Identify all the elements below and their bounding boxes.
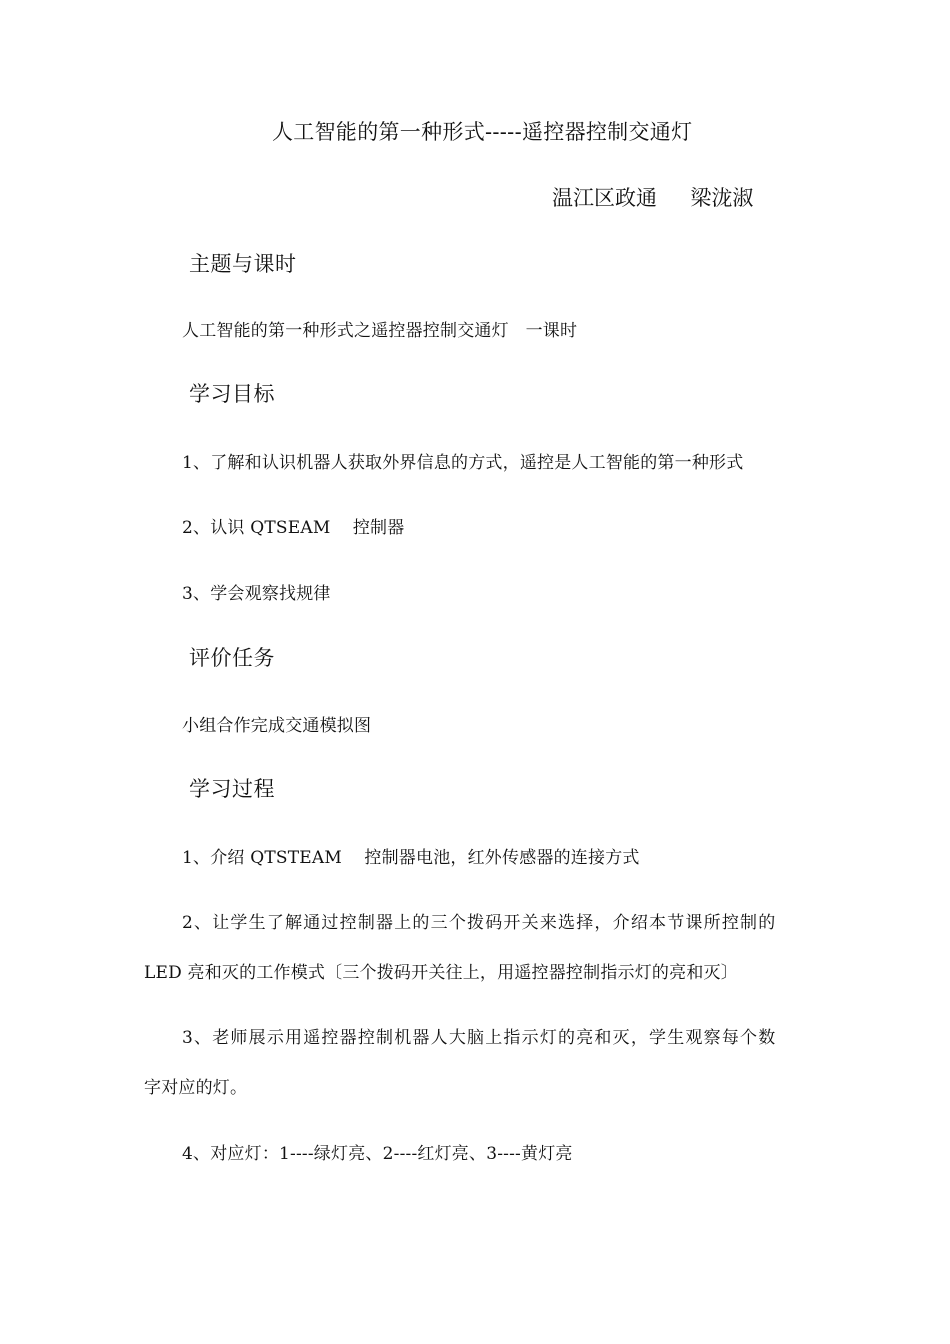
process-item-2: 2、让学生了解通过控制器上的三个拨码开关来选择，介绍本节课所控制的 [182,913,777,933]
process-item-2-continued: LED 亮和灭的工作模式〔三个拨码开关往上，用遥控器控制指示灯的亮和灭〕 [144,963,738,983]
process-item-3: 3、老师展示用遥控器控制机器人大脑上指示灯的亮和灭，学生观察每个数 [182,1028,777,1048]
author-line: 温江区政通 梁泷淑 [552,186,754,210]
process-item-3-continued: 字对应的灯。 [144,1078,248,1098]
process-item-1: 1、介绍 QTSTEAM 控制器电池，红外传感器的连接方式 [182,848,640,868]
goal-item-3: 3、学会观察找规律 [182,584,331,604]
document-title: 人工智能的第一种形式-----遥控器控制交通灯 [272,120,693,144]
evaluation-text: 小组合作完成交通模拟图 [182,716,372,736]
topic-text: 人工智能的第一种形式之遥控器控制交通灯 一课时 [182,321,578,341]
section-heading-process: 学习过程 [189,777,275,801]
section-heading-goals: 学习目标 [189,382,275,406]
goal-item-2: 2、认识 QTSEAM 控制器 [182,518,405,538]
section-heading-evaluation: 评价任务 [189,646,275,670]
goal-item-1: 1、了解和认识机器人获取外界信息的方式，遥控是人工智能的第一种形式 [182,453,744,473]
process-item-4: 4、对应灯：1----绿灯亮、2----红灯亮、3----黄灯亮 [182,1144,573,1164]
section-heading-topic: 主题与课时 [189,252,297,276]
